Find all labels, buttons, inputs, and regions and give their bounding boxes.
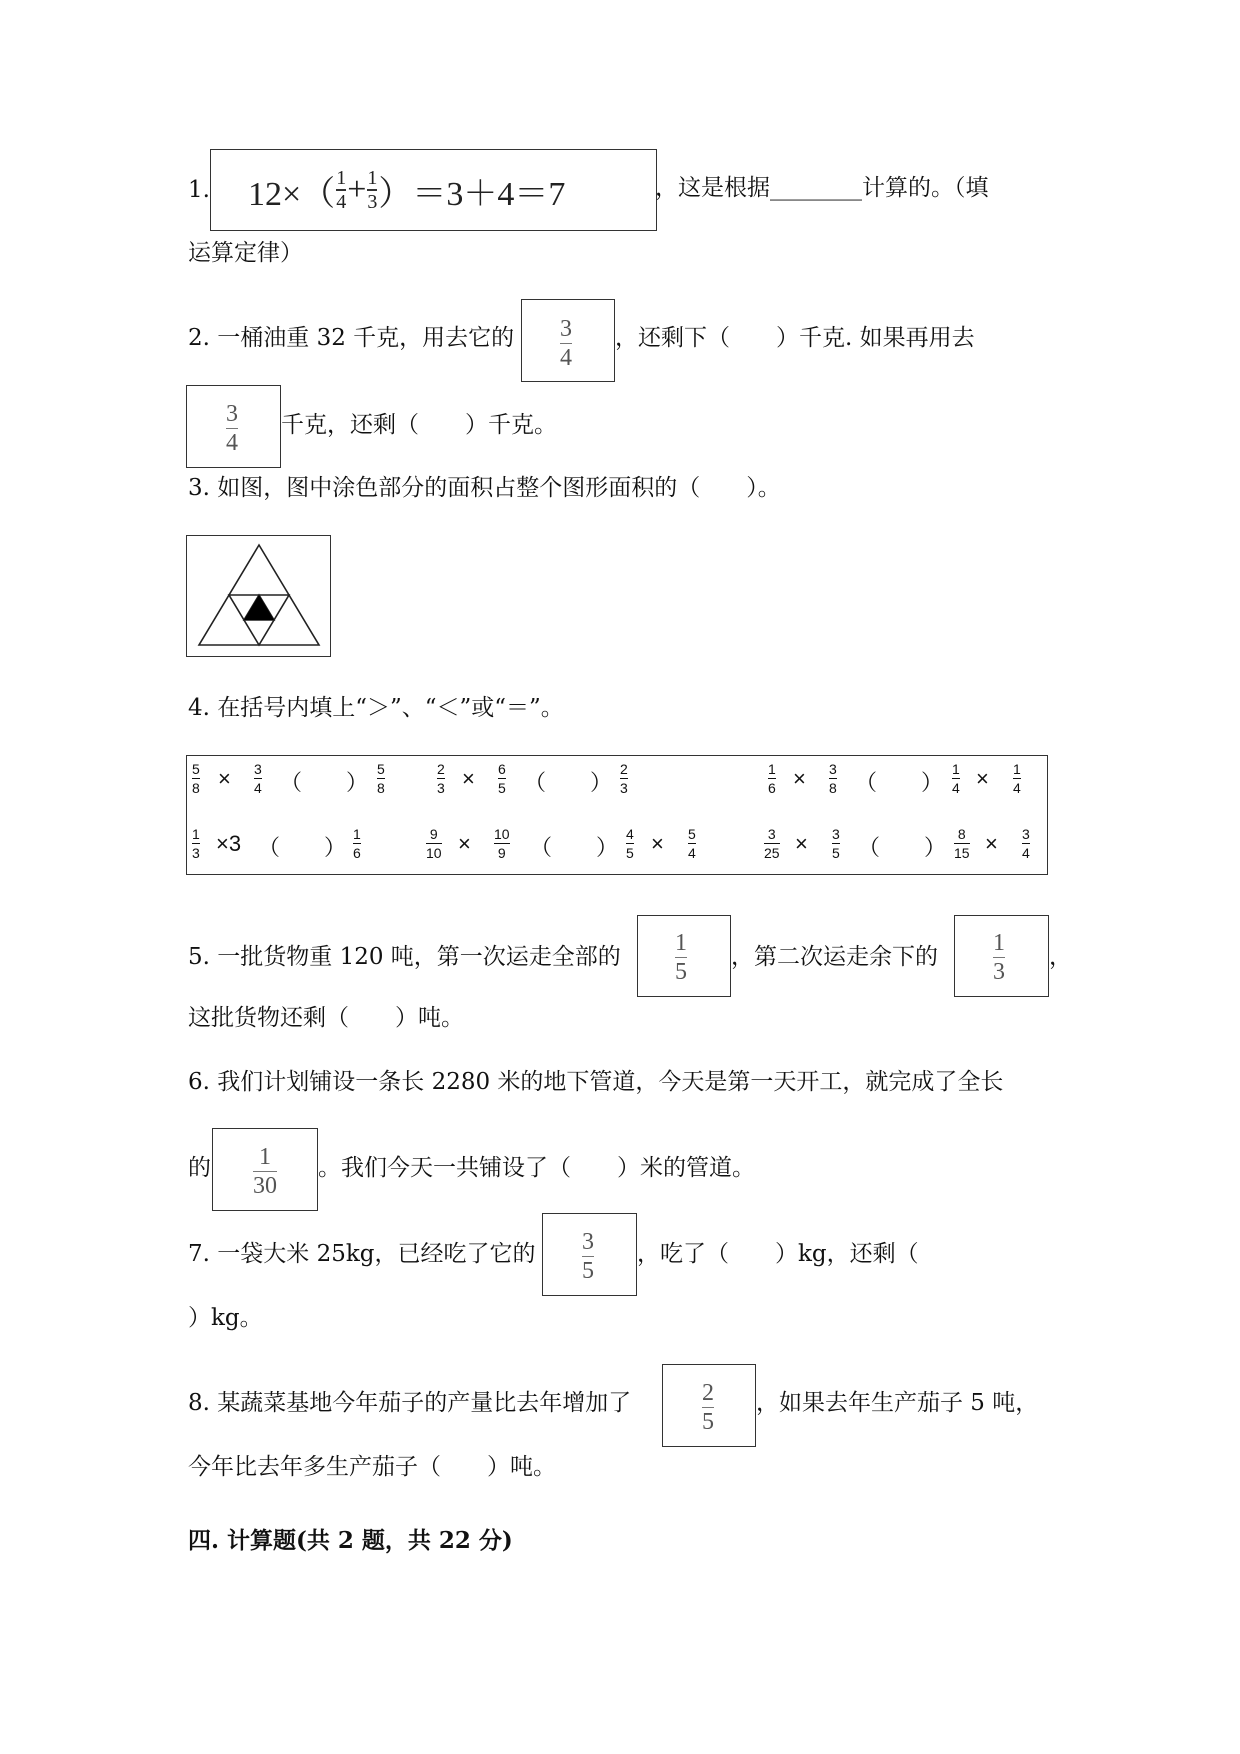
triangle-figure	[186, 535, 331, 657]
q6-text-b: 的	[188, 1155, 211, 1181]
q6-text-a: 6. 我们计划铺设一条长 2280 米的地下管道，今天是第一天开工，就完成了全长	[188, 1069, 1004, 1095]
eq-fraction-2: 1 3	[367, 167, 378, 213]
r1-i1-b: 3 4	[254, 761, 262, 797]
r2-i3-times-2: ×	[985, 831, 998, 856]
r2-i2-times-2: ×	[651, 831, 664, 856]
r1-i2-a: 2 3	[437, 761, 445, 797]
r2-i3-times: ×	[795, 831, 808, 856]
eq-plus: +	[347, 171, 367, 208]
r2-i3-a: 3 25	[764, 826, 780, 862]
r2-i1-a: 1 3	[192, 826, 200, 862]
r1-i3-c: 1 4	[952, 761, 960, 797]
r2-i1-c: 1 6	[353, 826, 361, 862]
q8-fraction: 2 5	[702, 1380, 714, 1436]
r1-i3-times: ×	[793, 766, 806, 791]
r1-i2-paren[interactable]: （ ）	[524, 770, 613, 795]
q5-fraction-1: 1 5	[675, 930, 687, 986]
r2-i3-b: 3 5	[832, 826, 840, 862]
q5-text-c: ，	[1049, 944, 1072, 970]
eq-fraction-1: 1 4	[336, 167, 347, 213]
eq-lead: 12×（	[248, 175, 336, 213]
r1-i3-b: 3 8	[829, 761, 837, 797]
r1-i2-times: ×	[462, 766, 475, 791]
q1-number: 1.	[188, 177, 210, 203]
r1-i3-paren[interactable]: （ ）	[855, 770, 944, 795]
q2-text-b: ，还剩下（ ）千克. 如果再用去	[615, 325, 975, 351]
q2-text-a: 2. 一桶油重 32 千克，用去它的	[188, 325, 515, 351]
q4-text: 4. 在括号内填上“＞”、“＜”或“＝”。	[188, 695, 564, 721]
q5-fraction-2: 1 3	[993, 930, 1005, 986]
q8-text-c: 今年比去年多生产茄子（ ）吨。	[188, 1454, 556, 1480]
q5-text-d: 这批货物还剩（ ）吨。	[188, 1005, 464, 1031]
q7-fraction: 3 5	[582, 1229, 594, 1285]
r1-i1-c: 5 8	[377, 761, 385, 797]
r2-i1-paren[interactable]: （ ）	[258, 835, 347, 860]
r1-i1-times: ×	[218, 766, 231, 791]
q7-text-b: ，吃了（ ）kg，还剩（	[637, 1241, 919, 1267]
r1-i3-times-2: ×	[976, 766, 989, 791]
r2-i2-b: 10 9	[494, 826, 510, 862]
q6-fraction: 1 30	[253, 1144, 277, 1200]
q2-text-c: 千克，还剩（ ）千克。	[281, 412, 557, 438]
r2-i2-a: 9 10	[426, 826, 442, 862]
q8-text-a: 8. 某蔬菜基地今年茄子的产量比去年增加了	[188, 1390, 632, 1416]
q5-text-b: ，第二次运走余下的	[731, 944, 938, 970]
q1-text-b: 运算定律）	[188, 240, 303, 266]
r1-i1-a: 5 8	[192, 761, 200, 797]
r1-i3-e: 1 4	[1013, 761, 1021, 797]
q5-text-a: 5. 一批货物重 120 吨，第一次运走全部的	[188, 944, 621, 970]
q2-fraction-2: 3 4	[226, 401, 238, 457]
r2-i1-mult: ×3	[216, 831, 242, 856]
q3-text: 3. 如图，图中涂色部分的面积占整个图形面积的（ ）。	[188, 475, 781, 501]
r1-i2-b: 6 5	[498, 761, 506, 797]
r2-i3-paren[interactable]: （ ）	[858, 835, 947, 860]
r2-i2-e: 5 4	[688, 826, 696, 862]
r1-i2-c: 2 3	[620, 761, 628, 797]
r2-i2-c: 4 5	[626, 826, 634, 862]
r2-i3-c: 8 15	[954, 826, 970, 862]
r2-i2-times: ×	[458, 831, 471, 856]
section-heading: 四. 计算题(共 2 题，共 22 分)	[188, 1527, 513, 1554]
q1-text-a: ，这是根据________计算的。（填	[655, 175, 989, 201]
q6-text-c: 。我们今天一共铺设了（ ）米的管道。	[318, 1155, 755, 1181]
r1-i1-paren[interactable]: （ ）	[280, 770, 369, 795]
r1-i3-a: 1 6	[768, 761, 776, 797]
eq-tail: ）＝3＋4＝7	[378, 175, 566, 213]
r2-i2-paren[interactable]: （ ）	[530, 835, 619, 860]
q1-equation	[248, 168, 565, 212]
q8-text-b: ，如果去年生产茄子 5 吨，	[756, 1390, 1039, 1416]
q2-fraction-1: 3 4	[560, 316, 572, 372]
q7-text-a: 7. 一袋大米 25kg，已经吃了它的	[188, 1241, 536, 1267]
q7-text-c: ）kg。	[188, 1305, 263, 1331]
r2-i3-e: 3 4	[1022, 826, 1030, 862]
